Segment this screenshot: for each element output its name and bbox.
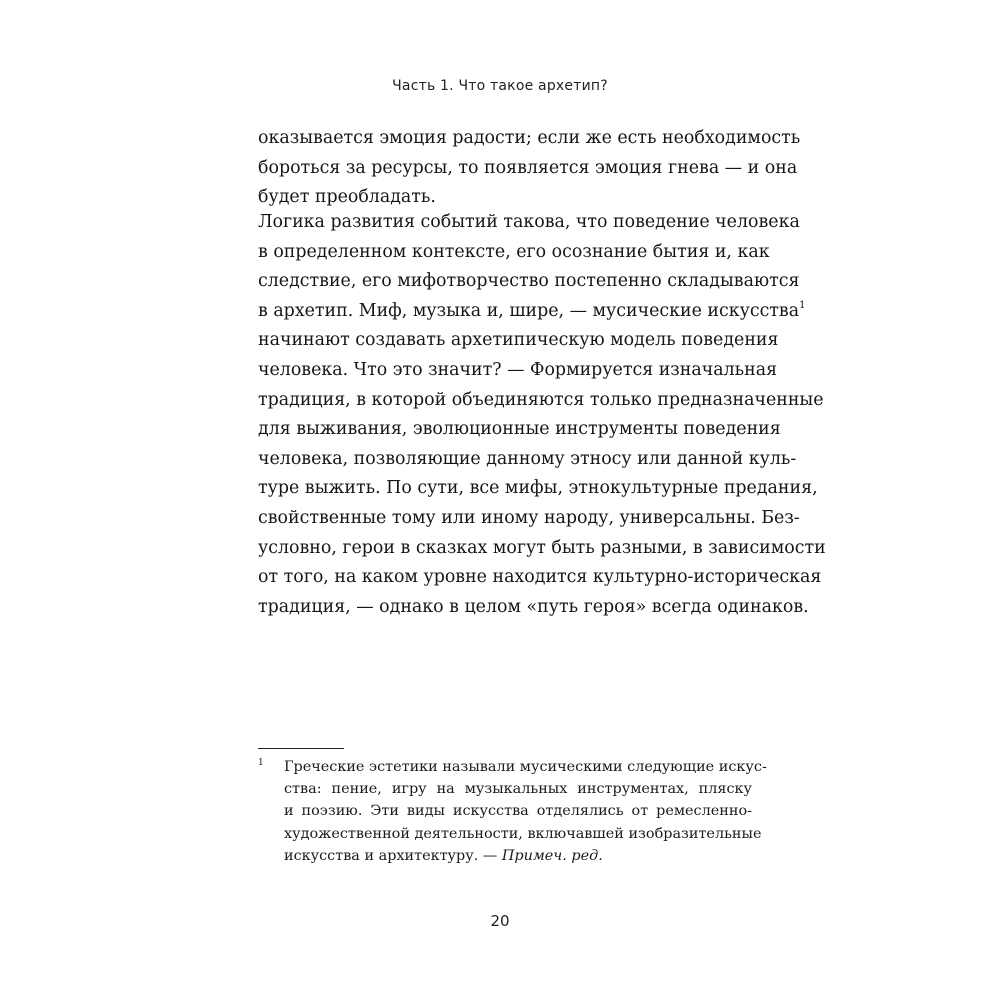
footnote-divider — [258, 748, 344, 749]
text-line: бороться за ресурсы, то появляется эмоция гнева — и она — [258, 157, 798, 178]
text-line: для выживания, эволюционные инструменты поведения — [258, 419, 781, 440]
footnote-line: и поэзию. Эти виды искусства отделялись от ремесленно- — [284, 803, 752, 820]
footnote-reference[interactable]: 1 — [799, 299, 806, 311]
footnote-line: Греческие эстетики называли мусическими следующие искус- — [284, 759, 767, 775]
footnote-line: художественной деятельности, включавшей изобразительные — [284, 825, 762, 842]
text-line: следствие, его мифотворчество постепенно складываются — [258, 271, 800, 292]
text-line: традиция, в которой объединяются только предназначенные — [258, 389, 824, 410]
text-line: от того, на каком уровне находится культурно-историческая — [258, 567, 822, 588]
text-line: свойственные тому или иному народу, универсальны. Без- — [258, 507, 800, 528]
editor-note: Примеч. ред. — [501, 847, 603, 864]
footnote — [258, 756, 767, 867]
paragraph-main — [258, 208, 826, 622]
text-line: будет преобладать. — [258, 187, 436, 208]
text-line: туре выжить. По сути, все мифы, этнокультурные предания, — [258, 478, 818, 499]
footnote-line-text: искусства и архитектуру. — — [284, 847, 502, 864]
text-line: традиция, — однако в целом «путь героя» всегда одинаков. — [258, 596, 809, 617]
text-line: условно, герои в сказках могут быть разными, в зависимости — [258, 537, 826, 558]
footnote-marker: 1 — [258, 758, 264, 768]
footnote-line: ства: пение, игру на музыкальных инструментах, пляску — [284, 781, 752, 798]
text-line: Логика развития событий такова, что поведение человека — [258, 212, 800, 232]
page-number: 20 — [490, 912, 510, 930]
footnote-body — [284, 756, 767, 867]
paragraph-continuation — [258, 124, 801, 213]
text-line: оказывается эмоция радости; если же есть необходимость — [258, 128, 801, 148]
text-line: начинают создавать архетипическую модель поведения — [258, 330, 779, 351]
text-line: человека. Что это значит? — Формируется изначальная — [258, 359, 778, 380]
text-line: в определенном контексте, его осознание бытия и, как — [258, 241, 770, 262]
footnote-line-last — [284, 845, 752, 867]
text-line-with-footnote-ref — [258, 297, 806, 327]
text-line: в архетип. Миф, музыка и, шире, — мусические искусства — [258, 300, 800, 321]
text-line: человека, позволяющие данному этносу или данной куль- — [258, 448, 797, 469]
running-head: Часть 1. Что такое архетип? — [392, 78, 608, 94]
